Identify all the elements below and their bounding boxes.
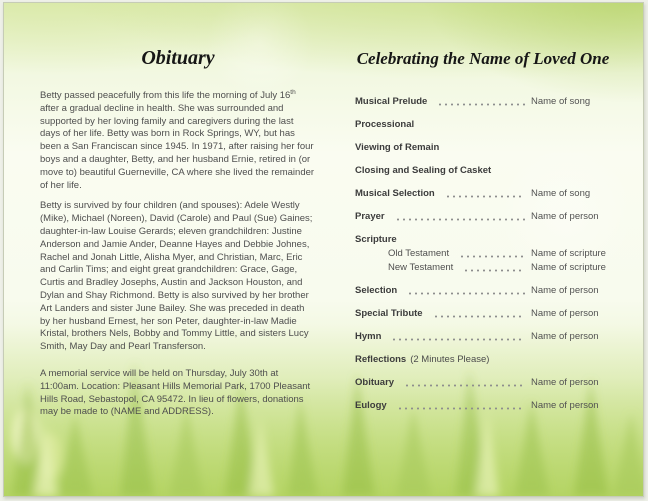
program-item-label: Eulogy: [355, 400, 387, 411]
program-item-label: Reflections: [355, 354, 407, 365]
program-item-label: Closing and Sealing of Casket: [355, 165, 492, 176]
dot-leader: [395, 218, 525, 221]
dot-leader: [407, 292, 525, 295]
funeral-program-sheet: [3, 2, 644, 497]
program-item: [355, 307, 611, 320]
program-item: [355, 210, 611, 223]
program-item: [355, 233, 611, 246]
program-item-label: Prayer: [355, 211, 385, 222]
order-of-service-title: Celebrating the Name of Loved One: [356, 49, 610, 68]
program-item: [355, 118, 611, 131]
obituary-paragraph-2: Betty is survived by four children (and spouses): Adele Westly (Mike), Michael (Noreen), David (Carole) and Paul (Sue) Gaines; daughter-in-law Louise Gerards; eleven grandchildren: Justine Anderson and Jamie Ander, Deanne Hayes and Debbie Johnes, Rachel and Jonah Little, Alisha Myer, and Christian, Marc, Eric and Carlin Tims; and eight great grandchildren: Grace, Gage, Curtis and Bradley Josephs, Austin and Jackson Houston, and Dylan and Shay Richmond. Betty is also survived by her brother Art Landers and sister June Bailey. She was preceded in death by her husband Ernest, her son Peter, daughter-in-law Madie Kristal, brothers Nels, Bobby and Tommy Little, and sisters Lucy Smith, May Day and Pearl Transferson.: [40, 200, 313, 353]
program-item-label: Old Testament: [388, 248, 450, 259]
program-item-label: Musical Selection: [355, 188, 435, 199]
obituary-paragraph-1: [40, 90, 316, 192]
program-item-value: Name of scripture: [531, 262, 606, 273]
dot-leader: [445, 195, 525, 198]
program-item: [355, 284, 611, 297]
program-item-value: Name of person: [531, 308, 599, 319]
dot-leader: [391, 338, 525, 341]
program-item: [355, 330, 611, 343]
obituary-paragraph-1-text: Betty passed peacefully from this life the morning of July 16: [40, 90, 291, 101]
program-item-label: Special Tribute: [355, 308, 423, 319]
program-item-label: Hymn: [355, 331, 382, 342]
program-item-value: Name of person: [531, 400, 599, 411]
program-item-value: Name of person: [531, 331, 599, 342]
program-item-note: (2 Minutes Please): [410, 354, 490, 365]
program-item-value: Name of person: [531, 285, 599, 296]
program-item: [355, 376, 611, 389]
dot-leader: [404, 384, 525, 387]
program-item: [355, 95, 611, 108]
program-item-label: Musical Prelude: [355, 96, 428, 107]
obituary-page-title: Obituary: [141, 47, 215, 69]
dot-leader: [459, 255, 525, 258]
dot-leader: [397, 407, 525, 410]
program-item-value: Name of scripture: [531, 248, 606, 259]
program-item: [355, 187, 611, 200]
program-item: [355, 261, 611, 274]
order-of-service-page: [326, 3, 643, 496]
program-item: [355, 247, 611, 260]
program-list: [355, 95, 611, 412]
program-item-label: Scripture: [355, 234, 397, 245]
program-item-value: Name of song: [531, 188, 591, 199]
dot-leader: [433, 315, 525, 318]
program-item-value: Name of person: [531, 211, 599, 222]
program-item-label: Processional: [355, 119, 415, 130]
obituary-paragraph-3: A memorial service will be held on Thursday, July 30th at 11:00am. Location: Pleasant Hills Memorial Park, 1700 Pleasant Hills Road, Sebastopol, CA 95472. In lieu of flowers, donations may be made to (NAME and ADDRESS).: [40, 367, 311, 418]
program-item: [355, 399, 611, 412]
obituary-paragraph-1-continued: after a gradual decline in health. She was surrounded and supported by her loving family and caregivers during the last days of her life. Betty was born in Rock Springs, WY, but has been a San Franciscan since 1945. In 1971, after raising her four boys and a daughter, Betty, and her husband Ernie, retired in (or move to) beautiful Guerneville, CA where she lived the remainder of her life.: [40, 102, 315, 191]
program-item-label: Obituary: [355, 377, 395, 388]
program-item-label: Selection: [355, 285, 398, 296]
date-superscript: th: [290, 88, 296, 96]
obituary-page: [4, 3, 326, 496]
program-item: [355, 164, 611, 177]
program-item-value: Name of song: [531, 96, 591, 107]
program-item-label: New Testament: [388, 262, 454, 273]
dot-leader: [437, 103, 525, 106]
program-item: [355, 141, 611, 154]
program-item-label: Viewing of Remain: [355, 142, 440, 153]
program-item-value: Name of person: [531, 377, 599, 388]
dot-leader: [463, 269, 525, 272]
program-item: [355, 353, 611, 366]
